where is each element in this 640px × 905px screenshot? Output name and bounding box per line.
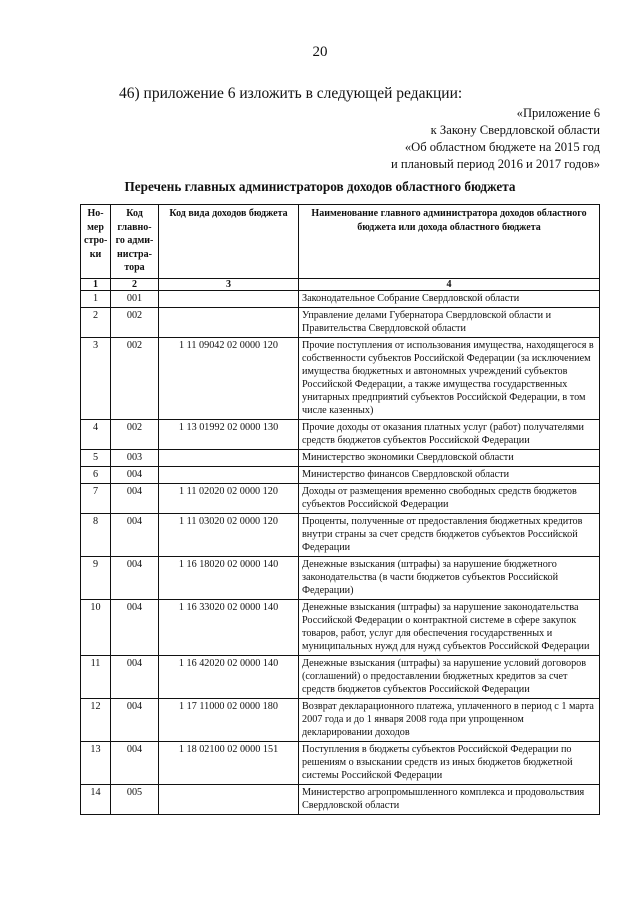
- row-number-cell: 1: [81, 290, 111, 307]
- name-cell: Прочие доходы от оказания платных услуг (работ) получателями средств бюджетов субъектов Российской Федерации: [299, 419, 600, 449]
- appendix-ref-line: к Закону Свердловской области: [430, 123, 600, 137]
- admin-code-cell: 002: [111, 337, 159, 419]
- admin-code-cell: 001: [111, 290, 159, 307]
- table-row: [81, 449, 600, 466]
- name-cell: Денежные взыскания (штрафы) за нарушение законодательства Российской Федерации о контрактной системе в сфере закупок товаров, работ, услуг для обеспечения государственных и муниципальных нужд для нужд субъектов Российской Федерации: [299, 599, 600, 655]
- row-number-cell: 12: [81, 698, 111, 741]
- row-number-cell: 7: [81, 483, 111, 513]
- admin-code-cell: 005: [111, 784, 159, 814]
- table-row: [81, 556, 600, 599]
- column-number: 3: [159, 278, 299, 290]
- admin-code-cell: 004: [111, 741, 159, 784]
- column-number: 1: [81, 278, 111, 290]
- table-row: [81, 599, 600, 655]
- column-number: 2: [111, 278, 159, 290]
- table-row: [81, 784, 600, 814]
- revenue-code-cell: 1 16 33020 02 0000 140: [159, 599, 299, 655]
- revenue-code-cell: 1 16 18020 02 0000 140: [159, 556, 299, 599]
- admin-code-cell: 004: [111, 483, 159, 513]
- table-row: [81, 466, 600, 483]
- table-body: [81, 290, 600, 814]
- header-admin-code: Код главно-го адми-нистра-тора: [111, 205, 159, 279]
- name-cell: Министерство финансов Свердловской области: [299, 466, 600, 483]
- name-cell: Возврат декларационного платежа, уплаченного в период с 1 марта 2007 года и до 1 января 2008 года при упрощенном декларировании доходов: [299, 698, 600, 741]
- revenue-code-cell: 1 18 02100 02 0000 151: [159, 741, 299, 784]
- page-number: 20: [312, 44, 328, 60]
- row-number-cell: 9: [81, 556, 111, 599]
- row-number-cell: 10: [81, 599, 111, 655]
- row-number-cell: 11: [81, 655, 111, 698]
- appendix-ref-line: «Приложение 6: [516, 106, 600, 120]
- admin-code-cell: 004: [111, 599, 159, 655]
- name-cell: Министерство агропромышленного комплекса и продовольствия Свердловской области: [299, 784, 600, 814]
- table-row: [81, 698, 600, 741]
- row-number-cell: 8: [81, 513, 111, 556]
- revenue-code-cell: [159, 784, 299, 814]
- name-cell: Законодательное Собрание Свердловской области: [299, 290, 600, 307]
- admin-code-cell: 004: [111, 513, 159, 556]
- revenue-code-cell: [159, 307, 299, 337]
- admin-code-cell: 004: [111, 655, 159, 698]
- column-number: 4: [299, 278, 600, 290]
- revenue-code-cell: 1 17 11000 02 0000 180: [159, 698, 299, 741]
- revenue-code-cell: 1 16 42020 02 0000 140: [159, 655, 299, 698]
- header-name: Наименование главного администратора доходов областного бюджета или дохода областного бюджета: [299, 205, 600, 279]
- name-cell: Денежные взыскания (штрафы) за нарушение бюджетного законодательства (в части бюджетов субъектов Российской Федерации): [299, 556, 600, 599]
- admin-code-cell: 004: [111, 698, 159, 741]
- admin-code-cell: 002: [111, 419, 159, 449]
- row-number-cell: 14: [81, 784, 111, 814]
- row-number-cell: 4: [81, 419, 111, 449]
- name-cell: Проценты, полученные от предоставления бюджетных кредитов внутри страны за счет средств бюджетов субъектов Российской Федерации: [299, 513, 600, 556]
- name-cell: Денежные взыскания (штрафы) за нарушение условий договоров (соглашений) о предоставлении бюджетных кредитов за счет средств бюджетов субъектов Российской Федерации: [299, 655, 600, 698]
- name-cell: Министерство экономики Свердловской области: [299, 449, 600, 466]
- table-row: [81, 483, 600, 513]
- admin-code-cell: 003: [111, 449, 159, 466]
- table-row: [81, 741, 600, 784]
- header-line-number: Но-мер стро-ки: [81, 205, 111, 279]
- revenue-code-cell: 1 13 01992 02 0000 130: [159, 419, 299, 449]
- name-cell: Управление делами Губернатора Свердловской области и Правительства Свердловской области: [299, 307, 600, 337]
- header-revenue-code: Код вида доходов бюджета: [159, 205, 299, 279]
- admin-code-cell: 004: [111, 556, 159, 599]
- amendment-instruction: 46) приложение 6 изложить в следующей редакции:: [119, 85, 463, 102]
- table-header-row: [81, 205, 600, 279]
- row-number-cell: 6: [81, 466, 111, 483]
- revenue-code-cell: 1 11 02020 02 0000 120: [159, 483, 299, 513]
- table-title: Перечень главных администраторов доходов областного бюджета: [124, 179, 516, 194]
- administrators-table: [80, 204, 600, 815]
- revenue-code-cell: 1 11 09042 02 0000 120: [159, 337, 299, 419]
- name-cell: Прочие поступления от использования имущества, находящегося в собственности субъектов Российской Федерации (за исключением имущества бюджетных и автономных учреждений субъектов Российской Федерации, а также имущества государственных унитарных предприятий субъектов Российской Федерации, в том числе казенных): [299, 337, 600, 419]
- table-row: [81, 419, 600, 449]
- row-number-cell: 5: [81, 449, 111, 466]
- table-row: [81, 290, 600, 307]
- name-cell: Поступления в бюджеты субъектов Российской Федерации по решениям о взыскании средств из иных бюджетов бюджетной системы Российской Федерации: [299, 741, 600, 784]
- row-number-cell: 2: [81, 307, 111, 337]
- row-number-cell: 13: [81, 741, 111, 784]
- appendix-ref-line: «Об областном бюджете на 2015 год: [404, 140, 600, 154]
- name-cell: Доходы от размещения временно свободных средств бюджетов субъектов Российской Федерации: [299, 483, 600, 513]
- revenue-code-cell: [159, 466, 299, 483]
- table-row: [81, 307, 600, 337]
- row-number-cell: 3: [81, 337, 111, 419]
- admin-code-cell: 004: [111, 466, 159, 483]
- table-row: [81, 513, 600, 556]
- admin-code-cell: 002: [111, 307, 159, 337]
- column-number-row: [81, 278, 600, 290]
- revenue-code-cell: 1 11 03020 02 0000 120: [159, 513, 299, 556]
- revenue-code-cell: [159, 449, 299, 466]
- appendix-reference: [391, 105, 600, 173]
- revenue-code-cell: [159, 290, 299, 307]
- table-row: [81, 337, 600, 419]
- table-row: [81, 655, 600, 698]
- appendix-ref-line: и плановый период 2016 и 2017 годов»: [391, 157, 600, 171]
